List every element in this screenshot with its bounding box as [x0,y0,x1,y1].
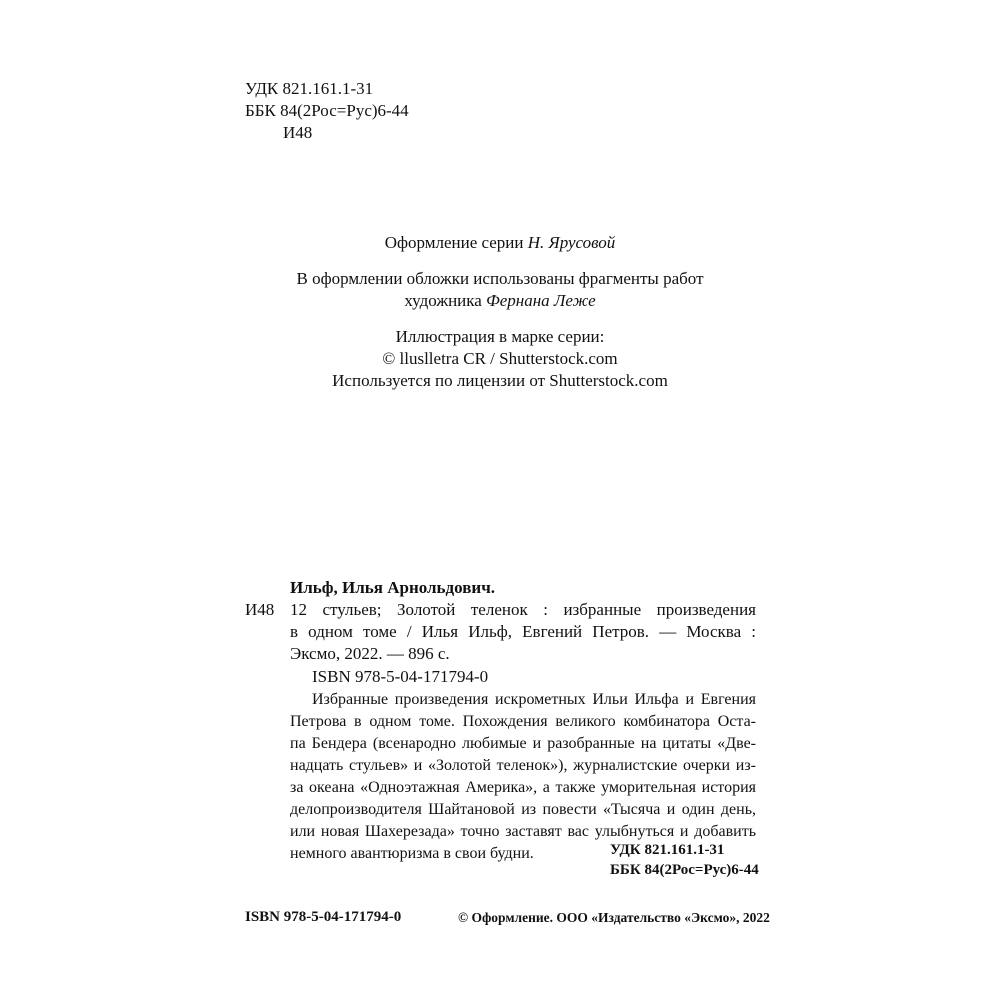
annotation-line: за океана «Одноэтажная Америка», а также уморительная история [290,779,756,796]
credits-block [250,232,750,392]
annotation-line: или новая Шахерезада» точно заставят вас улыбнуться и добавить [290,823,756,840]
footer-copyright: © Оформление. ООО «Издательство «Эксмо», 2022 [458,910,770,925]
illustration-line-2: © lluslletra CR / Shutterstock.com [382,349,618,368]
annotation-line: надцать стульев» и «Золотой теленок»), журналистские очерки из- [290,757,756,774]
udk-code-top: УДК 821.161.1-31 [245,79,374,98]
card-author-heading: Ильф, Илья Арнольдович. [290,578,496,597]
cover-artist-prefix: художника [404,291,487,310]
annotation-line: Избранные произведения искрометных Ильи Ильфа и Евгения [312,691,756,708]
bbk-code-card: ББК 84(2Рос=Рус)6-44 [610,862,759,878]
card-isbn: ISBN 978-5-04-171794-0 [312,667,489,686]
card-bibliographic-line: 12 стульев; Золотой теленок : избранные произведения [290,600,756,619]
cover-artist-name: Фернана Леже [486,291,596,310]
series-design-prefix: Оформление серии [384,233,528,252]
bbk-code-top: ББК 84(2Рос=Рус)6-44 [245,101,409,120]
footer-isbn: ISBN 978-5-04-171794-0 [245,909,402,925]
card-bibliographic-line: в одном томе / Илья Ильф, Евгений Петров. — Москва : [290,622,756,641]
cover-line-2 [250,290,750,312]
udk-code-card: УДК 821.161.1-31 [610,842,725,858]
cover-line-1: В оформлении обложки использованы фрагменты работ [296,269,704,288]
illustration-line-3: Используется по лицензии от Shutterstock.com [332,371,668,390]
annotation-line: немного авантюризма в свои будни. [290,845,534,862]
series-design-line [250,232,750,254]
card-author-index: И48 [245,600,275,619]
spacer [250,254,750,268]
illustration-line-1: Иллюстрация в марке серии: [395,327,605,346]
author-index-top: И48 [283,123,313,142]
annotation-line: Петрова в одном томе. Похождения великого комбинатора Оста- [290,713,756,730]
annotation-line: делопроизводителя Шайтановой из повести «Тысяча и один день, [290,801,756,818]
card-bibliographic-line: Эксмо, 2022. — 896 с. [290,644,450,663]
annotation-line: па Бендера (всенародно любимые и разобранные на цитаты «Две- [290,735,756,752]
series-designer-name: Н. Ярусовой [527,233,616,252]
spacer [250,312,750,326]
